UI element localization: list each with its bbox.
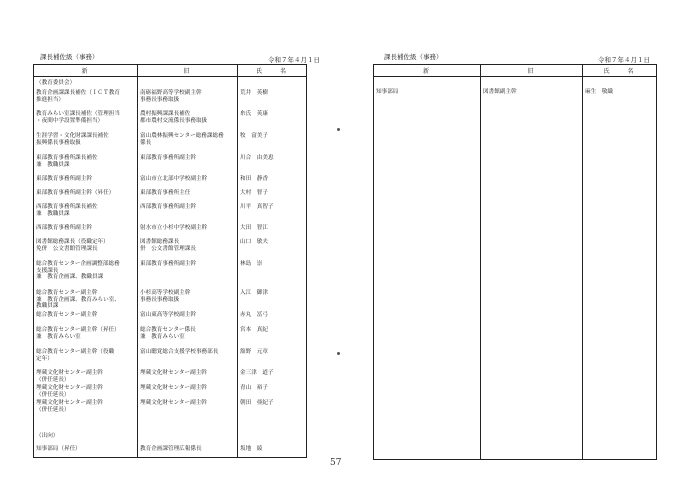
cell-old: 南砺福野高等学校副主幹 事務長事務取扱	[140, 90, 202, 103]
cell-new: 東部教育事務所副主幹	[36, 176, 92, 182]
cell-new: 西部教育事務所課長補佐 兼 教職員課	[36, 204, 98, 217]
header-name: 氏 名	[583, 65, 657, 77]
cell-new: 埋蔵文化財センター副主幹 （併任延長）	[36, 400, 103, 413]
header-row	[34, 65, 307, 77]
header-name: 氏 名	[238, 65, 307, 77]
cell-new: 総合教育センター副主幹 兼 教育企画課、教育みらい室、 教職員課	[36, 290, 120, 310]
cell-old: 図書館総務課長 併 公文書館管理課長	[140, 239, 196, 252]
cell-new: 生涯学習・文化財課課長補佐 振興係長事務取扱	[36, 133, 109, 146]
right-roster-table	[373, 64, 657, 460]
cell-new: （出向）	[36, 433, 59, 439]
cell-name: 山口 敏夫	[240, 239, 268, 245]
left-date: 令和７年４月１日	[268, 56, 320, 64]
cell-new: 総合教育センター副主幹（役職 定年）	[36, 349, 115, 362]
cell-new: 図書館総務課長（役職定年） 免併 公文書館管理課長	[36, 239, 109, 252]
cell-old: 東部教育事務所主任	[140, 190, 191, 196]
cell-new: 総合教育センター企画調整部総務 支援課長 兼 教育企画課、教職員課	[36, 261, 120, 281]
cell-name: 大村 智子	[240, 190, 268, 196]
cell-name: 麻生 敬織	[585, 89, 613, 95]
cell-old: 東部教育事務所副主幹	[140, 261, 196, 267]
cell-new: 知事部局	[376, 89, 399, 95]
right-title: 課長補佐級（事務）	[384, 53, 443, 61]
cell-old: 西部教育事務所副主幹	[140, 204, 196, 210]
header-row	[374, 65, 657, 77]
cell-old: 富山聴覚総合支援学校事務部長	[140, 349, 219, 355]
cell-old: 富山市立北部中学校副主幹	[140, 176, 208, 182]
cell-name: 青山 裕子	[240, 385, 268, 391]
cell-old: 東部教育事務所副主幹	[140, 155, 196, 161]
cell-name: 和田 静香	[240, 176, 268, 182]
cell-name: 朝田 亜紀子	[240, 400, 274, 406]
cell-old: 小杉高等学校副主幹 事務長事務取扱	[140, 290, 191, 303]
cell-new: 総合教育センター副主幹	[36, 312, 98, 318]
cell-new: 東部教育事務所副主幹（昇任）	[36, 190, 115, 196]
cell-old: 図書館副主幹	[483, 89, 517, 95]
cell-new: 東部教育事務所課長補佐 兼 教職員課	[36, 155, 98, 168]
cell-old: 射水市立小杉中学校副主幹	[140, 225, 208, 231]
cell-new: 埋蔵文化財センター副主幹 （併任延長）	[36, 370, 103, 383]
cell-old: 埋蔵文化財センター副主幹	[140, 370, 207, 376]
cell-name: 林島 崇	[240, 261, 263, 267]
header-new: 新	[374, 65, 481, 77]
cell-name: 金三津 道子	[240, 370, 274, 376]
cell-old: 埋蔵文化財センター副主幹	[140, 385, 207, 391]
cell-name: 川合 由美恵	[240, 155, 274, 161]
left-title: 課長補佐級（事務）	[40, 53, 99, 61]
cell-old: 埋蔵文化財センター副主幹	[140, 400, 207, 406]
left-roster-table	[33, 64, 307, 458]
cell-old: 富山東高等学校副主幹	[140, 312, 196, 318]
header-old: 旧	[138, 65, 238, 77]
table-body	[374, 77, 657, 460]
cell-old: 教育企画課管理広報係長	[140, 446, 202, 452]
cell-new: 埋蔵文化財センター副主幹 （併任延長）	[36, 385, 103, 398]
cell-new: （教育委員会）	[36, 80, 76, 86]
cell-name: 糸氏 英康	[240, 111, 268, 117]
binding-hole	[337, 128, 340, 131]
cell-new: 西部教育事務所副主幹	[36, 225, 92, 231]
cell-name: 大田 智江	[240, 225, 268, 231]
binding-hole	[337, 352, 340, 355]
cell-old: 総合教育センター係長 兼 教育みらい室	[140, 327, 196, 340]
cell-name: 牧 富美子	[240, 133, 268, 139]
cell-name: 入江 御津	[240, 290, 268, 296]
cell-name: 赤丸 冨弓	[240, 312, 268, 318]
cell-name: 川平 真智子	[240, 204, 274, 210]
page-number: 57	[330, 458, 342, 468]
cell-name: 舘野 元章	[240, 349, 268, 355]
cell-name: 宮本 真紀	[240, 327, 268, 333]
cell-old: 富山農林振興センター総務課総務 係長	[140, 133, 224, 146]
cell-new: 教育みらい室課長補佐（管理担当 ・夜間中学設置準備担当）	[36, 111, 120, 124]
header-new: 新	[34, 65, 138, 77]
right-date: 令和７年４月１日	[598, 56, 650, 64]
cell-new: 教育企画課課長補佐（ＩＣＴ教育 推進担当）	[36, 90, 120, 103]
cell-name: 荒井 英樹	[240, 90, 268, 96]
table-body	[34, 77, 307, 458]
cell-new: 総合教育センター副主幹（昇任） 兼 教育みらい室	[36, 327, 120, 340]
cell-new: 知事部局（昇任）	[36, 446, 81, 452]
header-old: 旧	[481, 65, 583, 77]
cell-old: 農村振興課課長補佐 都市農村交流係長事務取扱	[140, 111, 208, 124]
cell-name: 坂地 綾	[240, 446, 263, 452]
